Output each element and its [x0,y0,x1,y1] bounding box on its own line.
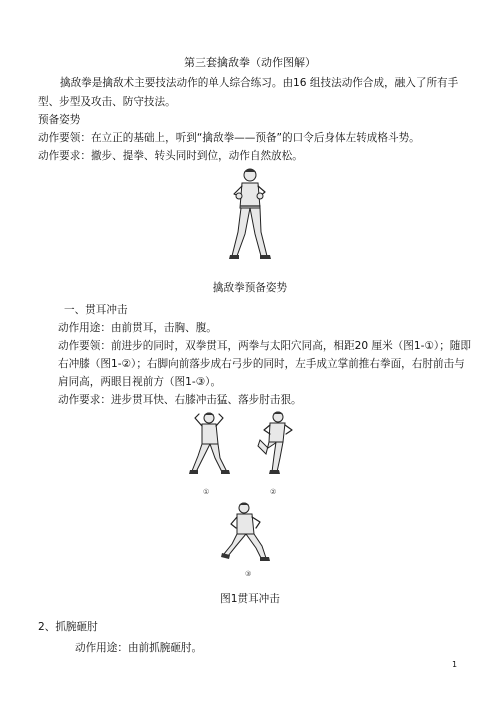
section1-essentials-line-1: 动作要领：前进步的同时，双拳贯耳，两拳与太阳穴同高，相距20 厘米（图1-①）；随即 [58,340,471,352]
figure-1-3-label: ③ [245,570,252,578]
intro-line-1: 擒敌拳是擒敌术主要技法动作的单人综合练习。由16 组技法动作合成，融入了所有手 [60,77,459,89]
page-number: 1 [452,660,458,669]
figure-1-1 [187,410,235,476]
figure-1-3 [220,500,276,566]
prep-posture-figure [225,166,275,262]
figure-1-1-label: ① [203,488,210,496]
section1-usage: 动作用途：由前贯耳，击胸、腹。 [58,322,217,334]
intro-line-2: 型、步型及攻击、防守技法。 [38,96,176,108]
section2-heading: 2、抓腕砸肘 [38,621,98,633]
section1-requirements: 动作要求：进步贯耳快、右膝冲击猛、落步肘击狠。 [58,394,302,406]
section1-heading: 一、贯耳冲击 [64,304,128,316]
figure-1-caption: 图1贯耳冲击 [220,593,280,605]
figure-1-2 [250,410,298,476]
page-title: 第三套擒敌拳（动作图解） [184,56,316,69]
figure-1-2-label: ② [270,488,277,496]
prep-heading: 预备姿势 [38,114,81,126]
prep-requirements: 动作要求：撤步、提拳、转头同时到位，动作自然放松。 [38,150,303,162]
section1-essentials-line-2: 右冲膝（图1-②）；右脚向前落步成右弓步的同时，左手成立掌前推右拳面，右肘前击与 [58,358,465,370]
section1-essentials-line-3: 肩同高，两眼目视前方（图1-③）。 [58,376,222,388]
prep-caption: 擒敌拳预备姿势 [212,282,288,294]
prep-essentials: 动作要领：在立正的基础上，听到“擒敌拳——预备”的口令后身体左转成格斗势。 [38,132,420,144]
section2-usage: 动作用途：由前抓腕砸肘。 [75,642,203,654]
